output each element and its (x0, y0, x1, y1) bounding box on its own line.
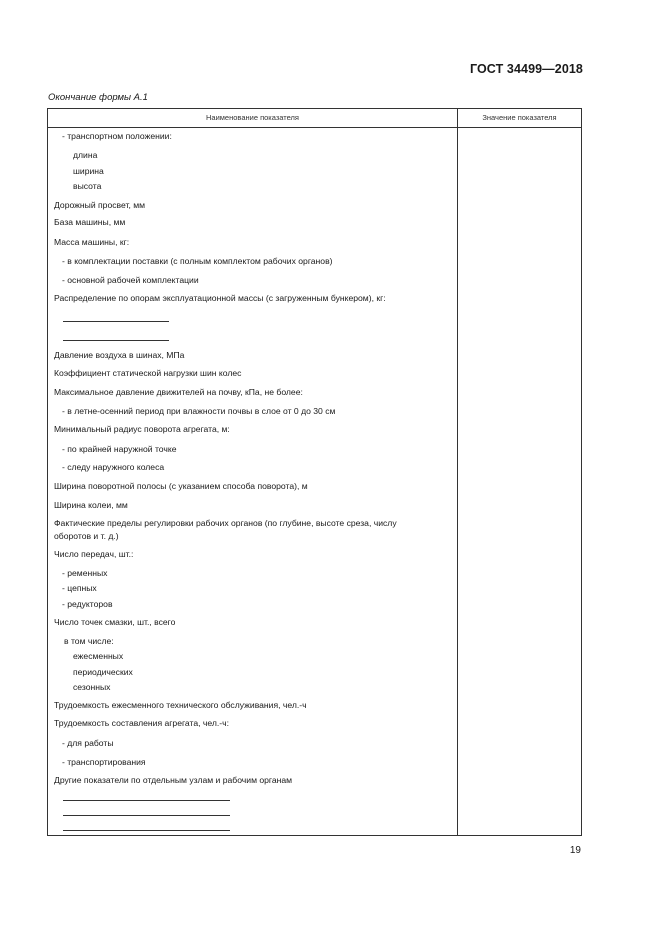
table-row: - транспортном положении: (62, 131, 172, 141)
document-code: ГОСТ 34499—2018 (469, 62, 583, 76)
table-row: База машины, мм (54, 217, 126, 227)
table-row: Трудоемкость составления агрегата, чел.-ч: (54, 718, 230, 728)
page-number: 19 (569, 845, 581, 856)
table-row: Трудоемкость ежесменного технического обслуживания, чел.-ч (54, 700, 307, 710)
blank-line (63, 830, 230, 831)
blank-line (63, 321, 169, 322)
table-row: - по крайней наружной точке (62, 444, 177, 454)
column-header-value: Значение показателя (482, 113, 557, 122)
table-row: Другие показатели по отдельным узлам и рабочим органам (54, 775, 293, 785)
table-row: оборотов и т. д.) (54, 531, 119, 541)
table-row: Число точек смазки, шт., всего (54, 617, 176, 627)
table-row: - транспортирования (62, 757, 146, 767)
table-row: длина (73, 150, 98, 160)
blank-line (63, 340, 169, 341)
table-row: Дорожный просвет, мм (54, 200, 146, 210)
table-row: - в летне-осенний период при влажности почвы в слое от 0 до 30 см (62, 406, 336, 416)
table-row: - основной рабочей комплектации (62, 275, 199, 285)
table-row: сезонных (73, 682, 111, 692)
column-divider (457, 109, 458, 835)
table-row: Распределение по опорам эксплуатационной массы (с загруженным бункером), кг: (54, 293, 386, 303)
table-row: Минимальный радиус поворота агрегата, м: (54, 424, 230, 434)
table-row: - следу наружного колеса (62, 462, 165, 472)
indicator-table (47, 108, 582, 836)
form-caption: Окончание формы А.1 (48, 92, 148, 103)
column-header-name: Наименование показателя (206, 113, 299, 122)
table-row: ежесменных (73, 651, 124, 661)
table-row: - редукторов (62, 599, 113, 609)
table-row: Фактические пределы регулировки рабочих органов (по глубине, высоте среза, числу (54, 518, 397, 528)
table-row: - ременных (62, 568, 108, 578)
table-row: Число передач, шт.: (54, 549, 134, 559)
table-row: Ширина колеи, мм (54, 500, 128, 510)
table-row: Масса машины, кг: (54, 237, 130, 247)
table-row: высота (73, 181, 102, 191)
table-row: ширина (73, 166, 104, 176)
blank-line (63, 800, 230, 801)
table-header (48, 109, 581, 128)
table-row: периодических (73, 667, 133, 677)
table-row: - для работы (62, 738, 114, 748)
table-row: - цепных (62, 583, 97, 593)
table-row: Максимальное давление движителей на почву, кПа, не более: (54, 387, 303, 397)
table-row: Коэффициент статической нагрузки шин колес (54, 368, 242, 378)
table-row: Ширина поворотной полосы (с указанием способа поворота), м (54, 481, 308, 491)
blank-line (63, 815, 230, 816)
table-row: - в комплектации поставки (с полным комплектом рабочих органов) (62, 256, 333, 266)
table-row: Давление воздуха в шинах, МПа (54, 350, 185, 360)
table-row: в том числе: (64, 636, 114, 646)
